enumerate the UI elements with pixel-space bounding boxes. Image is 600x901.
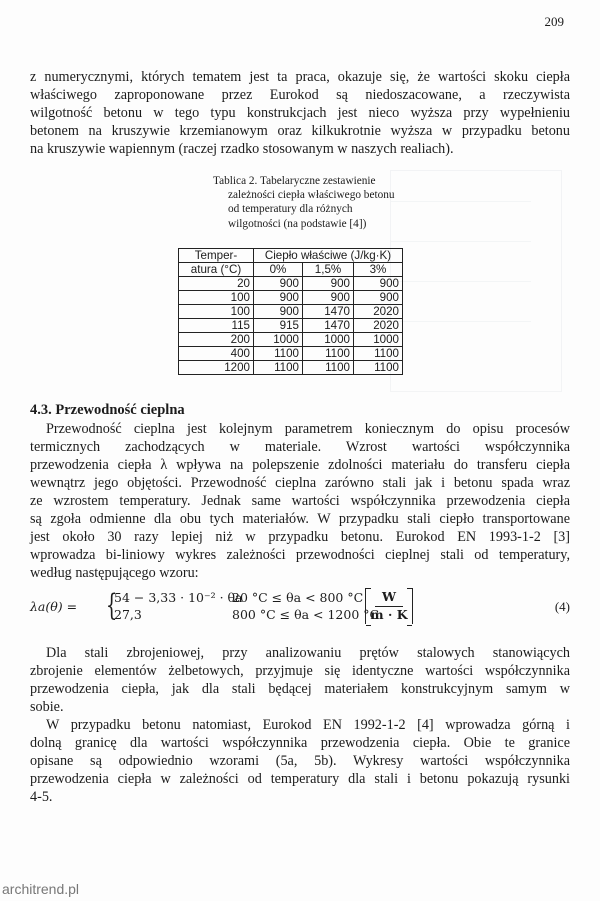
table-header-row — [179, 249, 403, 263]
table-row: 1200 1100 1100 1100 — [179, 361, 403, 375]
paragraph-thermal-conductivity: Przewodność cieplna jest kolejnym parametrem koniecznym do opisu procesów termicznych zachodzących w materiale. Wzrost wartości współczynnika przewodzenia ciepła λ wpływa na polepszenie zdolności materiału do transferu ciepła wewnątrz jego objętości. Przewodność cieplna zarówno stali jak i betonu spada wraz ze wzrostem temperatury. Jednak same wartości współczynnika przewodzenia ciepła są zgoła odmienne dla obu tych materiałów. W przypadku stali ciepło transportowane jest około 30 razy lepiej niż w przypadku betonu. Eurokod EN 1993-1-2 [3] wprowadza bi-liniowy wykres zależności przewodności cieplnej stali od temperatury, według następującego wzoru: — [30, 421, 570, 581]
equation-number: (4) — [554, 599, 570, 614]
equation-case1-condition: 20 °C ≤ θa < 800 °C — [232, 590, 364, 605]
paragraph-reinforcing-steel: Dla stali zbrojeniowej, przy analizowaniu prętów stalowych stanowiących zbrojenie elementów żelbetowych, przyjmuje się identyczne wartości współczynnika przewodzenia ciepła, jak dla stali będącej materiałem konstrukcyjnym samym w sobie. — [30, 645, 570, 715]
header-moisture-1-5: 1,5% — [303, 263, 354, 277]
table-header-row — [179, 263, 403, 277]
section-heading: 4.3. Przewodność cieplna — [30, 402, 185, 418]
table-row: 200 1000 1000 1000 — [179, 333, 403, 347]
equation-case2-expr: 27,3 — [114, 607, 142, 622]
table-row: 115 915 1470 2020 — [179, 319, 403, 333]
paragraph-intro: z numerycznymi, których tematem jest ta praca, okazuje się, że wartości skoku ciepła właściwego zaproponowane przez Eurokod są niedoszacowane, a rzeczywista wilgotność betonu w tego typu konstrukcjach jest nieco wyższa przy wypełnieniu betonem na kruszywie krzemianowym oraz kilkukrotnie wyższa w przypadku betonu na kruszywie wapiennym (raczej rzadko stosowanym w naszych realiach). — [30, 69, 570, 157]
table-row: 100 900 1470 2020 — [179, 305, 403, 319]
equation-case2-condition: 800 °C ≤ θa < 1200 °C — [232, 607, 380, 622]
watermark: architrend.pl — [2, 881, 80, 897]
equation-4 — [30, 588, 570, 628]
header-moisture-3: 3% — [354, 263, 403, 277]
header-specific-heat: Ciepło właściwe (J/kg·K) — [254, 249, 403, 263]
header-moisture-0: 0% — [254, 263, 303, 277]
header-temperature-1: Temper- — [179, 249, 254, 263]
page-number: 209 — [544, 14, 564, 29]
paragraph-concrete: W przypadku betonu natomiast, Eurokod EN 1992-1-2 [4] wprowadza górną i dolną granicę dla wartości współczynnika przewodzenia ciepła. Obie te granice opisane są odpowiednio wzorami (5a, 5b). Wykresy wartości współczynnika przewodzenia ciepła w zależności od temperatury dla stali i betonu pokazują rysunki 4-5. — [30, 717, 570, 805]
table-row: 400 1100 1100 1100 — [179, 347, 403, 361]
brace-icon: { — [105, 588, 118, 623]
equation-case1-expr: 54 − 3,33 · 10⁻² · θa — [114, 590, 243, 605]
table-row: 20 900 900 900 — [179, 277, 403, 291]
equation-unit: W m · K — [365, 588, 413, 624]
table-caption: Tablica 2. Tabelaryczne zestawienie zależności ciepła właściwego betonu od temperatury dla różnych wilgotności (na podstawie [4]) — [213, 175, 395, 230]
table-row: 100 900 900 900 — [179, 291, 403, 305]
equation-lhs: λa(θ) = — [30, 599, 78, 614]
header-temperature-2: atura (°C) — [179, 263, 254, 277]
specific-heat-table — [178, 248, 403, 375]
reverse-side-bleed-through — [390, 170, 562, 392]
